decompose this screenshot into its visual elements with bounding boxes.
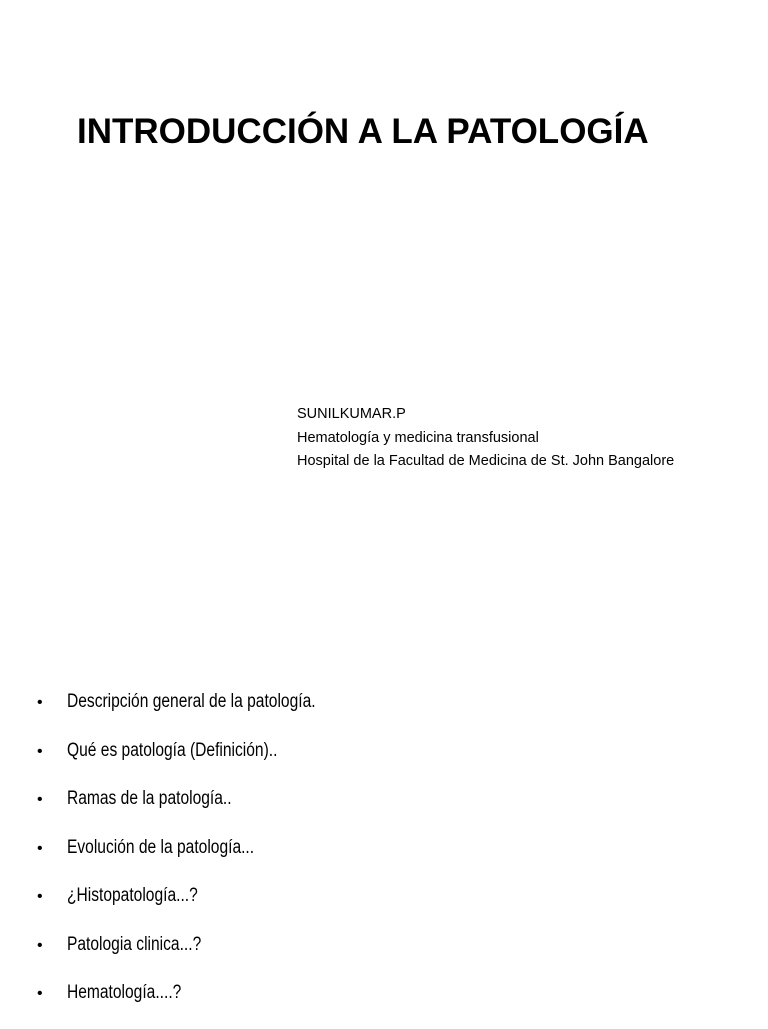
slide-title: INTRODUCCIÓN A LA PATOLOGÍA [77, 112, 649, 151]
bullet-icon: • [37, 985, 43, 1002]
author-department: Hematología y medicina transfusional [297, 429, 539, 446]
list-item-text: Descripción general de la patología. [67, 691, 316, 712]
list-item-text: Evolución de la patología... [67, 836, 255, 858]
list-item-text: Ramas de la patología.. [67, 788, 232, 809]
bullet-icon: • [37, 791, 43, 808]
bullet-icon: • [37, 839, 43, 857]
author-name: SUNILKUMAR.P [297, 406, 406, 422]
bullet-icon: • [37, 694, 43, 711]
list-item-text: Qué es patología (Definición).. [67, 739, 278, 761]
list-item-text: ¿Histopatología...? [67, 885, 198, 906]
bullet-icon: • [37, 888, 43, 905]
author-institution: Hospital de la Facultad de Medicina de St. John Bangalore [297, 453, 675, 469]
list-item-text: Hematología....? [67, 982, 182, 1003]
bullet-icon: • [37, 936, 43, 954]
bullet-icon: • [37, 742, 43, 760]
list-item-text: Patologia clinica...? [67, 933, 202, 955]
author-block [297, 403, 674, 474]
